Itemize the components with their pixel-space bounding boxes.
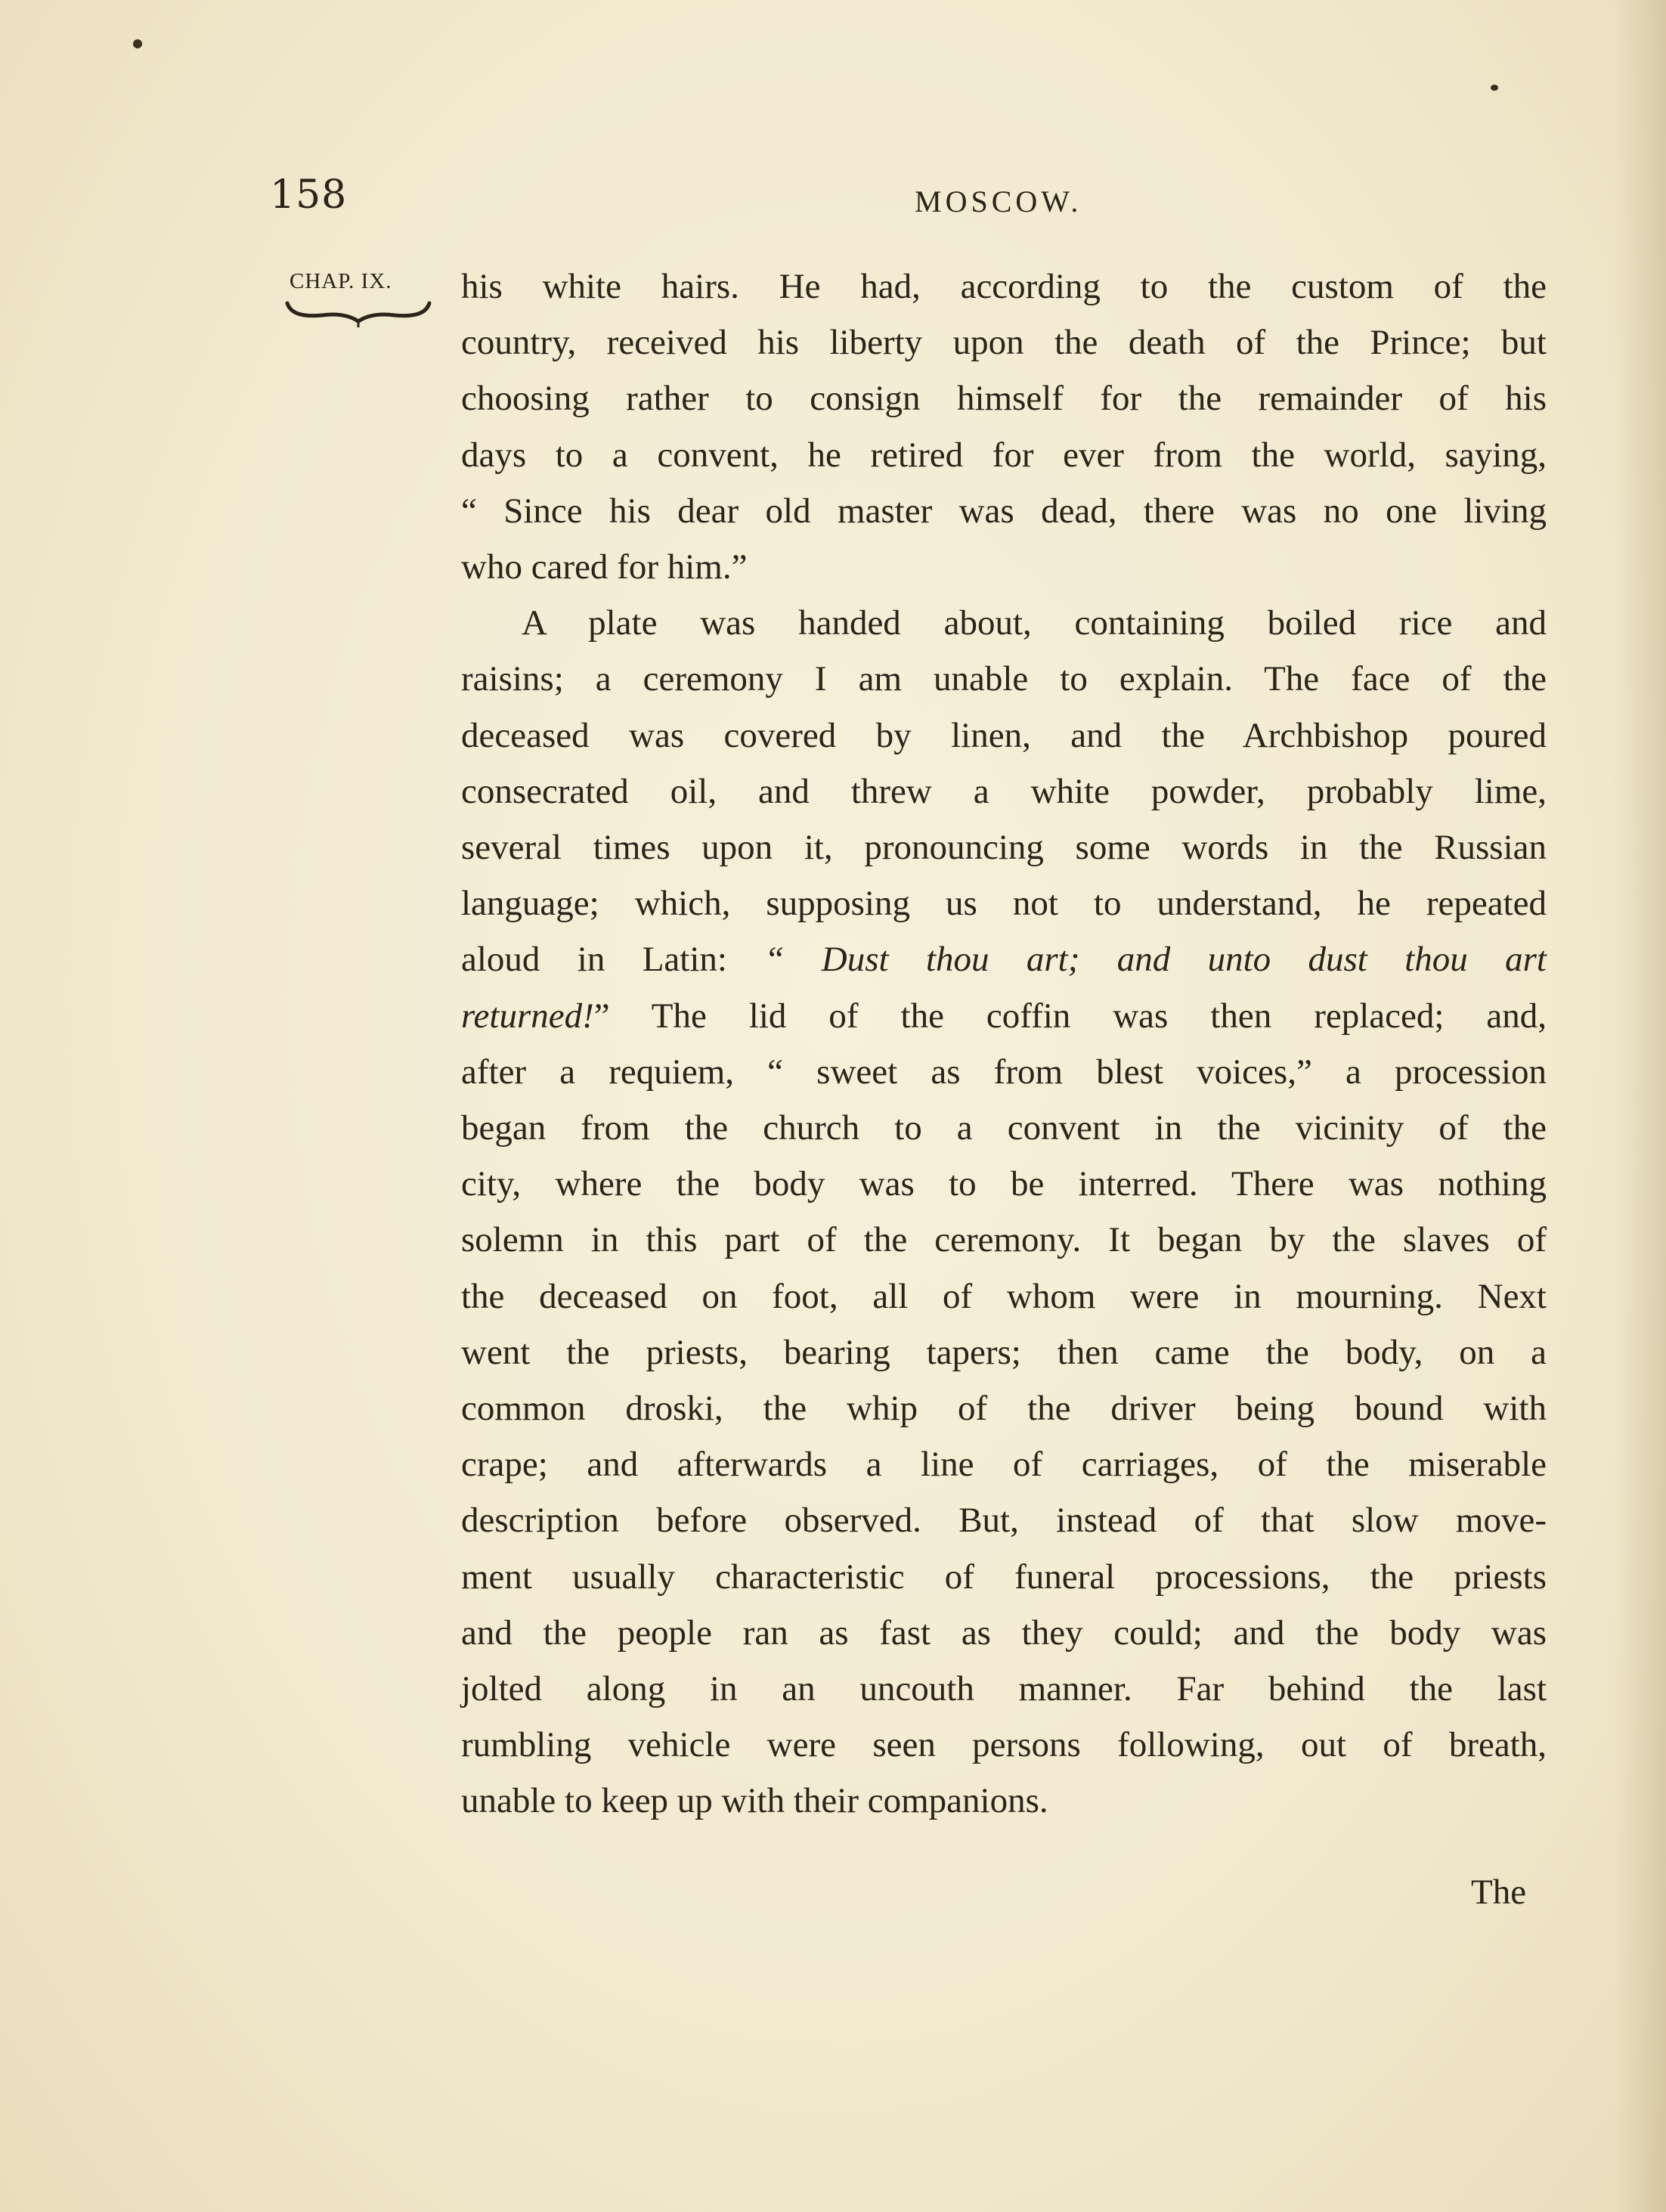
- latin-quote-end: returned!: [461, 996, 594, 1036]
- latin-quote: “ Dust thou art; and unto dust thou art: [764, 940, 1547, 980]
- text-line: A plate was handed about, containing boiled rice and: [522, 603, 1547, 643]
- text-line: began from the church to a convent in the vicinity of the: [461, 1108, 1547, 1148]
- chapter-label: CHAP. IX.: [290, 269, 392, 293]
- text-line: went the priests, bearing tapers; then came the body, on a: [461, 1332, 1547, 1372]
- running-head: MOSCOW.: [915, 184, 1082, 218]
- text-line: jolted along in an uncouth manner. Far behind the last: [461, 1669, 1547, 1709]
- catchword: The: [1471, 1873, 1527, 1912]
- text-line: “ Since his dear old master was dead, there was no one living: [461, 491, 1547, 531]
- text-line: after a requiem, “ sweet as from blest voices,” a procession: [461, 1052, 1547, 1092]
- text-line: common droski, the whip of the driver being bound with: [461, 1389, 1547, 1429]
- page-edge-shadow: [1613, 0, 1666, 2212]
- text-line: consecrated oil, and threw a white powder, probably lime,: [461, 771, 1547, 811]
- ink-speck: [133, 39, 142, 48]
- text-line: rumbling vehicle were seen persons following, out of breath,: [461, 1725, 1547, 1765]
- text-line: unable to keep up with their companions.: [461, 1781, 1048, 1821]
- text-line: his white hairs. He had, according to the custom of the: [461, 267, 1547, 306]
- ink-speck: [1491, 85, 1498, 91]
- page-number: 158: [270, 172, 348, 218]
- text-line: who cared for him.”: [461, 547, 748, 587]
- text-line: country, received his liberty upon the death of the Prince; but: [461, 323, 1547, 363]
- text-line: raisins; a ceremony I am unable to explain. The face of the: [461, 659, 1547, 699]
- text-line: several times upon it, pronouncing some words in the Russian: [461, 828, 1547, 868]
- paragraph-2: [461, 595, 1547, 1829]
- text-line: the deceased on foot, all of whom were in mourning. Next: [461, 1276, 1547, 1316]
- text-line: and the people ran as fast as they could; and the body was: [461, 1613, 1547, 1653]
- paragraph-1: [461, 259, 1547, 595]
- text-line: crape; and afterwards a line of carriages, of the miserable: [461, 1445, 1547, 1485]
- chapter-brace-ornament: [284, 299, 432, 329]
- text-line: city, where the body was to be interred. There was nothing: [461, 1164, 1547, 1204]
- body-text: [461, 259, 1547, 1829]
- text-line: ment usually characteristic of funeral processions, the priests: [461, 1557, 1547, 1597]
- text-line: language; which, supposing us not to understand, he repeated: [461, 884, 1547, 924]
- text-line: solemn in this part of the ceremony. It began by the slaves of: [461, 1220, 1547, 1260]
- text-line: description before observed. But, instead of that slow move-: [461, 1501, 1547, 1541]
- text-line: choosing rather to consign himself for the remainder of his: [461, 379, 1547, 419]
- text-line: deceased was covered by linen, and the Archbishop poured: [461, 715, 1547, 755]
- quote-end-rest: ” The lid of the coffin was then replaced; and,: [593, 996, 1547, 1036]
- text-line-latin-quote: [461, 931, 1547, 987]
- text-line-quote-end: [461, 988, 1547, 1044]
- quote-lead-in: aloud in Latin:: [461, 940, 765, 980]
- text-line: days to a convent, he retired for ever from the world, saying,: [461, 435, 1547, 475]
